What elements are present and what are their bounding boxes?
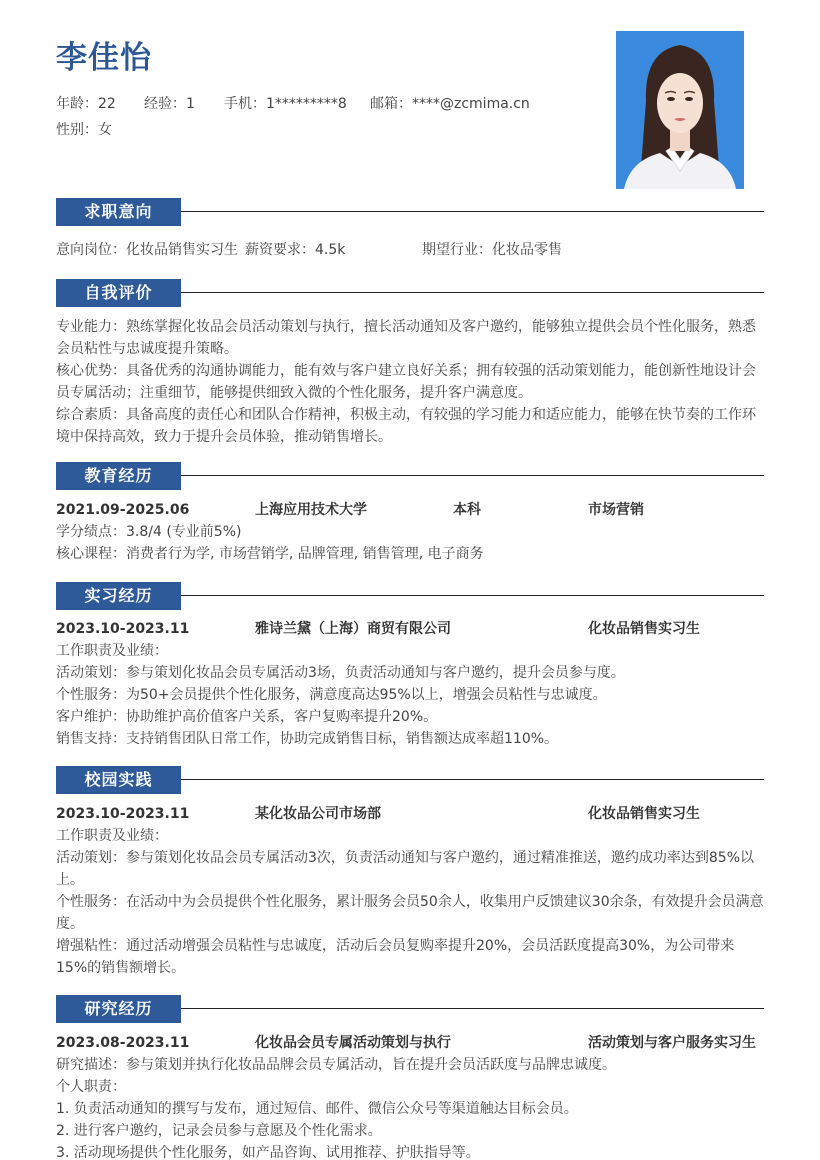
campus-line: 工作职责及业绩： [56,828,168,844]
internship-block [56,618,764,750]
section-header-campus [56,766,764,794]
research-line: 1. 负责活动通知的撰写与发布，通过短信、邮件、微信公众号等渠道触达目标会员。 [56,1101,578,1117]
section-divider [181,475,764,476]
major: 市场营销 [588,502,644,518]
section-title: 实习经历 [56,582,181,610]
research-summary-row [56,1032,764,1054]
section-header-intent [56,198,764,226]
internship-line: 工作职责及业绩： [56,643,168,659]
internship-line: 销售支持：支持销售团队日常工作，协助完成销售目标，销售额达成率超110%。 [56,731,559,747]
research-line: 2. 进行客户邀约，记录会员参与意愿及个性化需求。 [56,1123,382,1139]
self-eval-paragraph: 专业能力：熟练掌握化妆品会员活动策划与执行，擅长活动通知及客户邀约，能够独立提供会员个性化服务，熟悉会员粘性与忠诚度提升策略。 [56,319,756,357]
campus-summary-row [56,803,764,825]
expected-industry: 期望行业：化妆品零售 [422,242,562,258]
internship-line: 个性服务：为50+会员提供个性化服务，满意度高达95%以上，增强会员粘性与忠诚度。 [56,687,607,703]
intent-block [56,239,764,261]
candidate-name: 李佳怡 [56,40,152,76]
age: 年龄：22 [56,96,116,112]
section-divider [181,779,764,780]
section-title: 校园实践 [56,766,181,794]
phone: 手机：1*********8 [224,96,347,112]
email: 邮箱：****@zcmima.cn [370,96,530,112]
section-title: 自我评价 [56,279,181,307]
gpa: 学分绩点：3.8/4 (专业前5%) [56,524,242,540]
basic-info-row [56,94,530,114]
section-title: 教育经历 [56,462,181,490]
campus-block [56,803,764,979]
section-divider [181,1008,764,1009]
campus-line: 增强粘性：通过活动增强会员粘性与忠诚度，活动后会员复购率提升20%，会员活跃度提高30%，为公司带来15%的销售额增长。 [56,938,735,976]
gender: 性别：女 [56,122,112,138]
research-line: 3. 活动现场提供个性化服务，如产品咨询、试用推荐、护肤指导等。 [56,1145,480,1160]
internship-line: 客户维护：协助维护高价值客户关系，客户复购率提升20%。 [56,709,438,725]
organization-name: 某化妆品公司市场部 [255,806,381,822]
company-name: 雅诗兰黛（上海）商贸有限公司 [255,621,451,637]
campus-line: 活动策划：参与策划化妆品会员专属活动3次，负责活动通知与客户邀约，通过精准推送，邀约成功率达到85%以上。 [56,850,755,888]
research-date: 2023.08-2023.11 [56,1035,190,1051]
research-role: 活动策划与客户服务实习生 [588,1035,756,1051]
section-divider [181,211,764,212]
experience-years: 经验：1 [144,96,195,112]
project-name: 化妆品会员专属活动策划与执行 [255,1035,451,1051]
core-courses: 核心课程：消费者行为学, 市场营销学, 品牌管理, 销售管理, 电子商务 [56,546,484,562]
school-name: 上海应用技术大学 [255,502,367,518]
degree: 本科 [453,502,481,518]
internship-line: 活动策划：参与策划化妆品会员专属活动3场，负责活动通知与客户邀约，提升会员参与度。 [56,665,625,681]
gender-row [56,120,112,140]
profile-photo [616,31,744,189]
section-header-research [56,995,764,1023]
self-eval-paragraph: 综合素质：具备高度的责任心和团队合作精神，积极主动，有较强的学习能力和适应能力，能够在快节奏的工作环境中保持高效，致力于提升会员体验，推动销售增长。 [56,407,756,445]
section-header-internship [56,582,764,610]
research-line: 研究描述：参与策划并执行化妆品品牌会员专属活动，旨在提升会员活跃度与品牌忠诚度。 [56,1057,616,1073]
research-line: 个人职责： [56,1079,126,1095]
section-header-education [56,462,764,490]
education-date: 2021.09-2025.06 [56,502,190,518]
section-title: 研究经历 [56,995,181,1023]
portrait-illustration [616,31,744,189]
internship-summary-row [56,618,764,640]
campus-role: 化妆品销售实习生 [588,806,700,822]
section-title: 求职意向 [56,198,181,226]
job-role: 化妆品销售实习生 [588,621,700,637]
section-divider [181,292,764,293]
education-block [56,499,764,565]
campus-date: 2023.10-2023.11 [56,806,190,822]
intended-position: 意向岗位：化妆品销售实习生 [56,242,238,258]
self-eval-block [56,316,764,448]
education-summary-row [56,499,764,521]
internship-date: 2023.10-2023.11 [56,621,190,637]
self-eval-paragraph: 核心优势：具备优秀的沟通协调能力，能有效与客户建立良好关系；拥有较强的活动策划能力，能创新性地设计会员专属活动；注重细节，能够提供细致入微的个性化服务，提升客户满意度。 [56,363,756,401]
salary-expectation: 薪资要求：4.5k [245,242,346,258]
campus-line: 个性服务：在活动中为会员提供个性化服务，累计服务会员50余人，收集用户反馈建议30余条，有效提升会员满意度。 [56,894,764,932]
section-divider [181,595,764,596]
research-block [56,1032,764,1160]
section-header-self-eval [56,279,764,307]
